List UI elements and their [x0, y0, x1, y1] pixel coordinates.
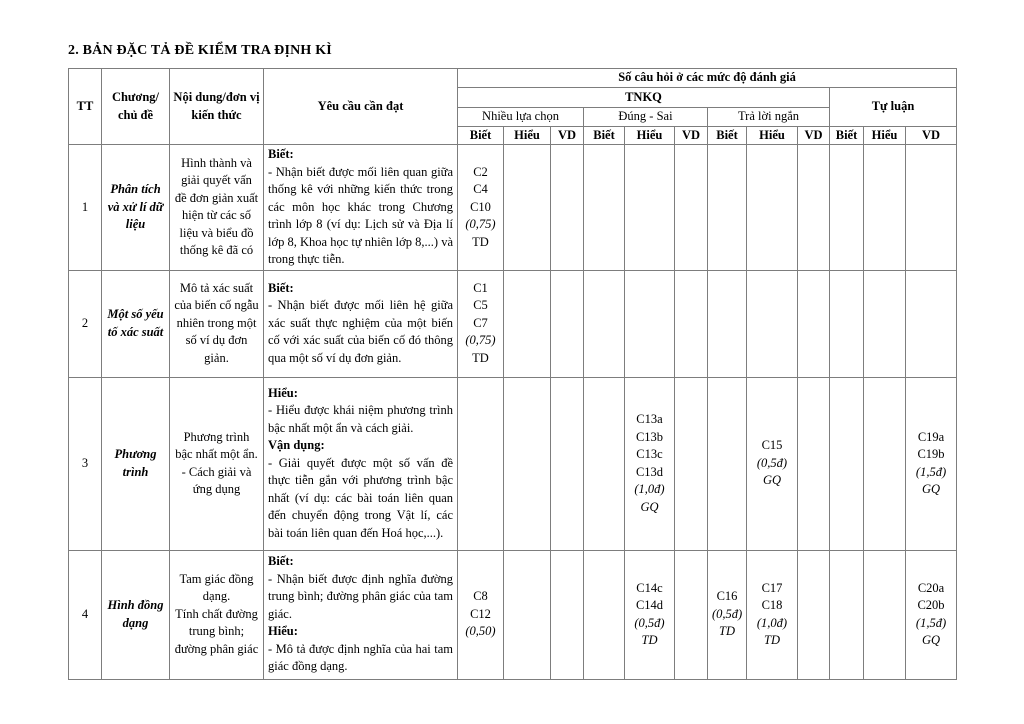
question-tag: TD	[641, 633, 658, 647]
header-level-hieu: Hiểu	[864, 126, 906, 145]
empty-cell	[675, 550, 708, 679]
cell-ts-hieu	[625, 550, 675, 679]
empty-cell	[798, 270, 830, 377]
header-level-vd: VD	[551, 126, 584, 145]
question-code: C12	[470, 606, 491, 621]
cell-tt: 1	[69, 145, 102, 271]
question-code: C2	[473, 164, 488, 179]
requirement-label: Biết:	[268, 147, 294, 161]
table-row	[69, 145, 957, 271]
question-tag: TD	[472, 350, 489, 365]
empty-cell	[864, 550, 906, 679]
empty-cell	[584, 550, 625, 679]
cell-sa-hieu	[747, 550, 798, 679]
header-content-unit: Nội dung/đơn vị kiến thức	[170, 69, 264, 145]
requirement-text: - Giải quyết được một số vấn đề thực tiễn gắn với phương trình bậc nhất (ví dụ: các bài toán liên quan đến chuyển động trong Vật lí, các bài toán liên quan đến Hoá học,...).	[268, 455, 453, 540]
empty-cell	[830, 377, 864, 550]
header-level-biet: Biết	[708, 126, 747, 145]
cell-mc-biet	[458, 270, 504, 377]
question-code: C8	[473, 589, 488, 604]
question-code: C13a	[636, 412, 663, 426]
empty-cell	[830, 145, 864, 271]
question-points: (0,5đ)	[712, 606, 743, 621]
requirement-label: Biết:	[268, 280, 294, 295]
empty-cell	[504, 270, 551, 377]
content-paragraph: Mô tả xác suất của biến cố ngẫu nhiên trong một số ví dụ đơn giản.	[174, 280, 259, 365]
header-level-biet: Biết	[458, 126, 504, 145]
empty-cell	[708, 270, 747, 377]
question-points: (0,75)	[465, 217, 496, 231]
question-points: (0,50)	[465, 624, 496, 639]
question-points: (1,5đ)	[915, 615, 947, 630]
cell-tt: 4	[69, 550, 102, 679]
empty-cell	[675, 377, 708, 550]
question-code: C7	[473, 315, 488, 330]
question-tag: GQ	[921, 633, 941, 647]
question-points: (0,5đ)	[756, 455, 788, 470]
header-level-biet: Biết	[584, 126, 625, 145]
question-code: C16	[716, 589, 738, 604]
table-row	[69, 377, 957, 550]
question-code: C20a	[917, 580, 945, 595]
cell-sa-biet	[708, 550, 747, 679]
question-points: (1,0đ)	[756, 615, 788, 630]
empty-cell	[864, 270, 906, 377]
empty-cell	[504, 377, 551, 550]
cell-chapter: Phương trình	[102, 377, 170, 550]
cell-sa-hieu	[747, 377, 798, 550]
cell-mc-biet	[458, 145, 504, 271]
question-code: C20b	[917, 598, 945, 612]
header-true-false: Đúng - Sai	[584, 108, 708, 127]
cell-content-unit	[170, 270, 264, 377]
header-requirement: Yêu cầu cần đạt	[264, 69, 458, 145]
empty-cell	[584, 270, 625, 377]
question-code: C13d	[635, 464, 664, 479]
header-level-vd: VD	[798, 126, 830, 145]
content-paragraph: Hình thành và giải quyết vấn đề đơn giản xuất hiện từ các số liệu và biểu đồ thống kê đã có	[174, 155, 259, 258]
empty-cell	[504, 145, 551, 271]
empty-cell	[551, 270, 584, 377]
content-paragraph: Tính chất đường trung bình; đường phân giác	[174, 606, 259, 656]
empty-cell	[675, 270, 708, 377]
spec-table	[68, 68, 957, 680]
header-level-vd: VD	[675, 126, 708, 145]
requirement-text: - Nhận biết được định nghĩa đường trung bình; đường phân giác của tam giác.	[268, 571, 453, 621]
empty-cell	[584, 377, 625, 550]
question-code: C5	[473, 298, 488, 313]
empty-cell	[864, 145, 906, 271]
cell-content-unit	[170, 145, 264, 271]
empty-cell	[708, 377, 747, 550]
empty-cell	[708, 145, 747, 271]
cell-requirement	[264, 550, 458, 679]
question-points: (0,5đ)	[634, 615, 665, 630]
empty-cell	[906, 270, 957, 377]
question-code: C15	[761, 438, 783, 453]
question-tag: TD	[472, 234, 489, 249]
question-code: C17	[761, 580, 783, 595]
empty-cell	[458, 377, 504, 550]
empty-cell	[625, 270, 675, 377]
cell-requirement	[264, 270, 458, 377]
empty-cell	[551, 145, 584, 271]
empty-cell	[830, 550, 864, 679]
header-level-vd: VD	[906, 126, 957, 145]
requirement-label: Hiểu:	[268, 624, 298, 639]
question-tag: GQ	[762, 473, 782, 488]
table-row	[69, 550, 957, 679]
empty-cell	[830, 270, 864, 377]
content-paragraph: - Cách giải và ứng dụng	[181, 464, 252, 496]
cell-essay-vd	[906, 550, 957, 679]
cell-content-unit	[170, 550, 264, 679]
empty-cell	[798, 550, 830, 679]
cell-ts-hieu	[625, 377, 675, 550]
question-code: C18	[761, 598, 783, 612]
question-code: C10	[470, 199, 491, 214]
header-essay: Tự luận	[830, 88, 957, 127]
table-row	[69, 270, 957, 377]
header-tt: TT	[69, 69, 102, 145]
empty-cell	[747, 145, 798, 271]
question-code: C13b	[635, 429, 664, 444]
page-title: 2. BẢN ĐẶC TẢ ĐỀ KIỂM TRA ĐỊNH KÌ	[68, 43, 332, 58]
requirement-label: Hiểu:	[268, 385, 298, 400]
question-code: C14c	[636, 580, 663, 595]
empty-cell	[798, 145, 830, 271]
requirement-text: - Hiểu được khái niệm phương trình bậc nhất một ẩn và cách giải.	[268, 403, 453, 435]
content-paragraph: Tam giác đồng dạng.	[179, 571, 254, 604]
cell-essay-vd	[906, 377, 957, 550]
cell-content-unit	[170, 377, 264, 550]
header-chapter: Chương/ chủ đề	[102, 69, 170, 145]
empty-cell	[675, 145, 708, 271]
question-points: (0,75)	[465, 333, 496, 348]
cell-tt: 3	[69, 377, 102, 550]
question-code: C14d	[635, 598, 664, 612]
header-multiple-choice: Nhiều lựa chọn	[458, 108, 584, 127]
requirement-label: Biết:	[268, 554, 294, 569]
question-code: C4	[473, 182, 488, 196]
cell-chapter: Phân tích và xử lí dữ liệu	[102, 145, 170, 271]
question-points: (1,0đ)	[634, 482, 665, 496]
empty-cell	[551, 377, 584, 550]
question-tag: GQ	[640, 499, 659, 514]
question-code: C1	[473, 280, 488, 295]
question-tag: TD	[764, 633, 780, 647]
cell-tt: 2	[69, 270, 102, 377]
question-code: C19a	[917, 429, 945, 444]
empty-cell	[551, 550, 584, 679]
header-level-biet: Biết	[830, 126, 864, 145]
empty-cell	[747, 270, 798, 377]
empty-cell	[625, 145, 675, 271]
empty-cell	[584, 145, 625, 271]
content-paragraph: Phương trình bậc nhất một ẩn.	[175, 429, 258, 461]
empty-cell	[504, 550, 551, 679]
question-tag: GQ	[921, 482, 941, 496]
requirement-text: - Nhận biết được mối liên hệ giữa xác suất thực nghiệm của một biến cố với xác suất của biến cố đó thông qua một số ví dụ đơn giản.	[268, 298, 453, 365]
requirement-label: Vận dụng:	[268, 438, 325, 453]
requirement-text: - Mô tả được định nghĩa của hai tam giác đồng dạng.	[268, 641, 453, 674]
cell-mc-biet	[458, 550, 504, 679]
header-row-1	[69, 69, 957, 88]
header-level-hieu: Hiểu	[747, 126, 798, 145]
cell-requirement	[264, 145, 458, 271]
cell-chapter: Một số yếu tố xác suất	[102, 270, 170, 377]
header-tnkq: TNKQ	[458, 88, 830, 108]
empty-cell	[906, 145, 957, 271]
header-level-hieu: Hiểu	[504, 126, 551, 145]
header-level-hieu: Hiểu	[625, 126, 675, 145]
empty-cell	[864, 377, 906, 550]
question-tag: TD	[719, 624, 735, 639]
question-points: (1,5đ)	[915, 464, 947, 479]
empty-cell	[798, 377, 830, 550]
header-short-answer: Trả lời ngắn	[708, 108, 830, 127]
question-code: C19b	[917, 447, 945, 461]
cell-chapter: Hình đồng dạng	[102, 550, 170, 679]
cell-requirement	[264, 377, 458, 550]
header-question-levels: Số câu hỏi ở các mức độ đánh giá	[458, 69, 957, 88]
requirement-text: - Nhận biết được mối liên quan giữa thống kê với những kiến thức trong các môn học khác trong Chương trình lớp 8 (ví dụ: Lịch sử và Địa lí lớp 8, Khoa học tự nhiên lớp 8,...) và trong thực tiễn.	[268, 164, 453, 266]
question-code: C13c	[636, 447, 663, 461]
